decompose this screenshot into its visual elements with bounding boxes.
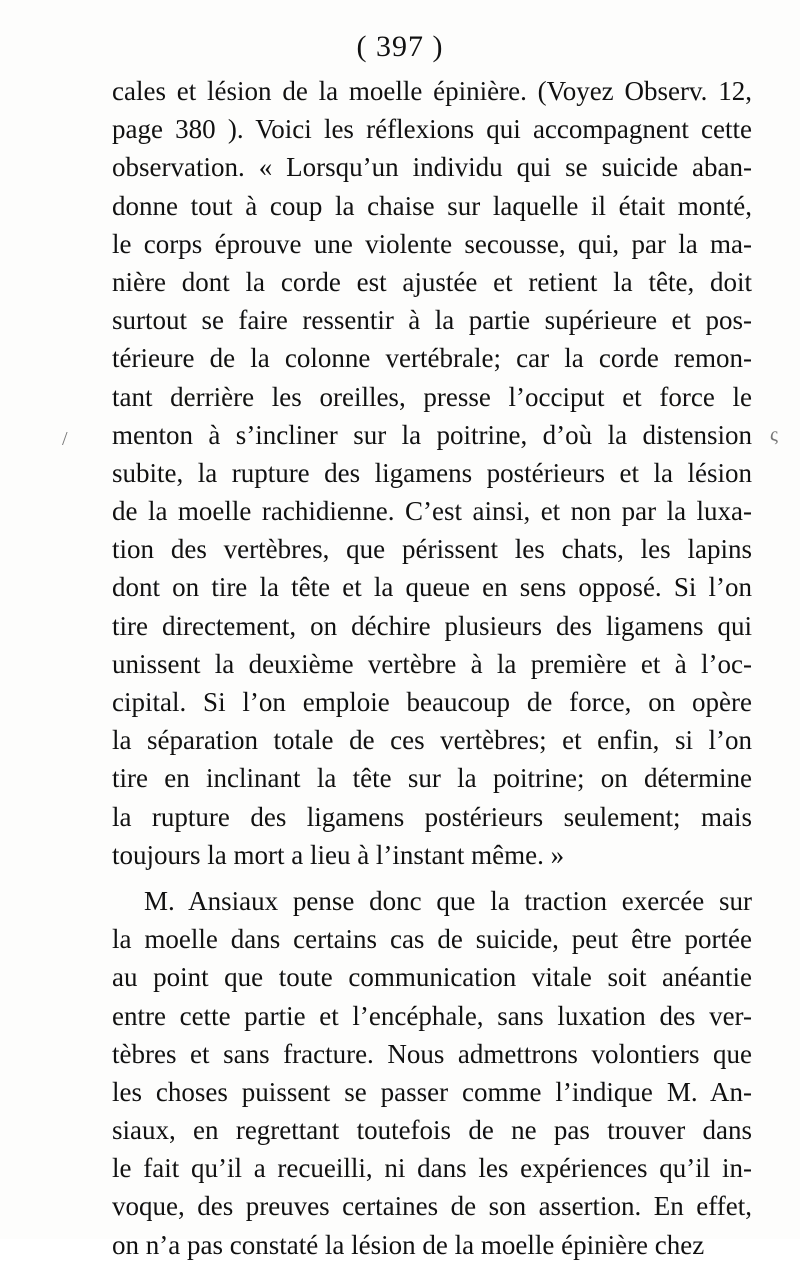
text-line: page 380 ). Voici les réflexions qui accompagnent cette	[112, 114, 752, 145]
text-line: la moelle dans certains cas de suicide, peut être portée	[112, 924, 752, 955]
text-line: tire en inclinant la tête sur la poitrine; on détermine	[112, 763, 752, 794]
text-line: donne tout à coup la chaise sur laquelle il était monté,	[112, 190, 752, 221]
text-line: cipital. Si l’on emploie beaucoup de force, on opère	[112, 687, 752, 717]
text-line: dont on tire la tête et la queue en sens opposé. Si l’on	[112, 572, 752, 603]
paragraph-gap	[112, 874, 752, 882]
text-line: unissent la deuxième vertèbre à la première et à l’oc-	[112, 648, 752, 679]
text-line: toujours la mort a lieu à l’instant même. »	[112, 839, 565, 870]
text-line: tèbres et sans fracture. Nous admettrons volontiers que	[112, 1038, 752, 1069]
text-line: nière dont la corde est ajustée et retient la tête, doit	[112, 266, 752, 297]
text-line: les choses puissent se passer comme l’indique M. An-	[112, 1076, 752, 1107]
page-number: ( 397 )	[356, 30, 444, 63]
text-line: tion des vertèbres, que périssent les chats, les lapins	[112, 534, 752, 565]
text-line: entre cette partie et l’encéphale, sans luxation des ver-	[112, 1000, 752, 1031]
text-line: surtout se faire ressentir à la partie supérieure et pos-	[112, 305, 752, 336]
text-line: tire directement, on déchire plusieurs des ligamens qui	[112, 610, 752, 641]
text-line: de la moelle rachidienne. C’est ainsi, et non par la luxa-	[112, 496, 752, 527]
text-line: M. Ansiaux pense donc que la traction exercée sur	[144, 885, 752, 916]
text-line: observation. « Lorsqu’un individu qui se suicide aban-	[112, 152, 752, 183]
margin-mark: /	[62, 428, 68, 450]
text-line: siaux, en regrettant toutefois de ne pas trouver dans	[112, 1115, 752, 1146]
text-line: la séparation totale de ces vertèbres; et enfin, si l’on	[112, 725, 752, 756]
text-line: térieure de la colonne vertébrale; car la corde remon-	[112, 343, 752, 374]
paragraph	[112, 72, 752, 874]
text-line: voque, des preuves certaines de son assertion. En effet,	[112, 1191, 752, 1222]
text-line: cales et lésion de la moelle épinière. (Voyez Observ. 12,	[112, 76, 752, 106]
text-line: le fait qu’il a recueilli, ni dans les expériences qu’il in-	[112, 1153, 752, 1184]
text-line: la rupture des ligamens postérieurs seulement; mais	[112, 801, 752, 832]
text-line: au point que toute communication vitale soit anéantie	[112, 962, 752, 993]
text-line: le corps éprouve une violente secousse, qui, par la ma-	[112, 228, 752, 259]
text-line: tant derrière les oreilles, presse l’occiput et force le	[112, 381, 752, 412]
margin-mark: ς	[770, 424, 778, 446]
text-line: on n’a pas constaté la lésion de la moelle épinière chez	[112, 1229, 705, 1260]
paragraph	[112, 882, 752, 1264]
body-text	[112, 72, 752, 1264]
text-line: subite, la rupture des ligamens postérieurs et la lésion	[112, 457, 752, 488]
text-line: menton à s’incliner sur la poitrine, d’où la distension	[112, 419, 752, 450]
